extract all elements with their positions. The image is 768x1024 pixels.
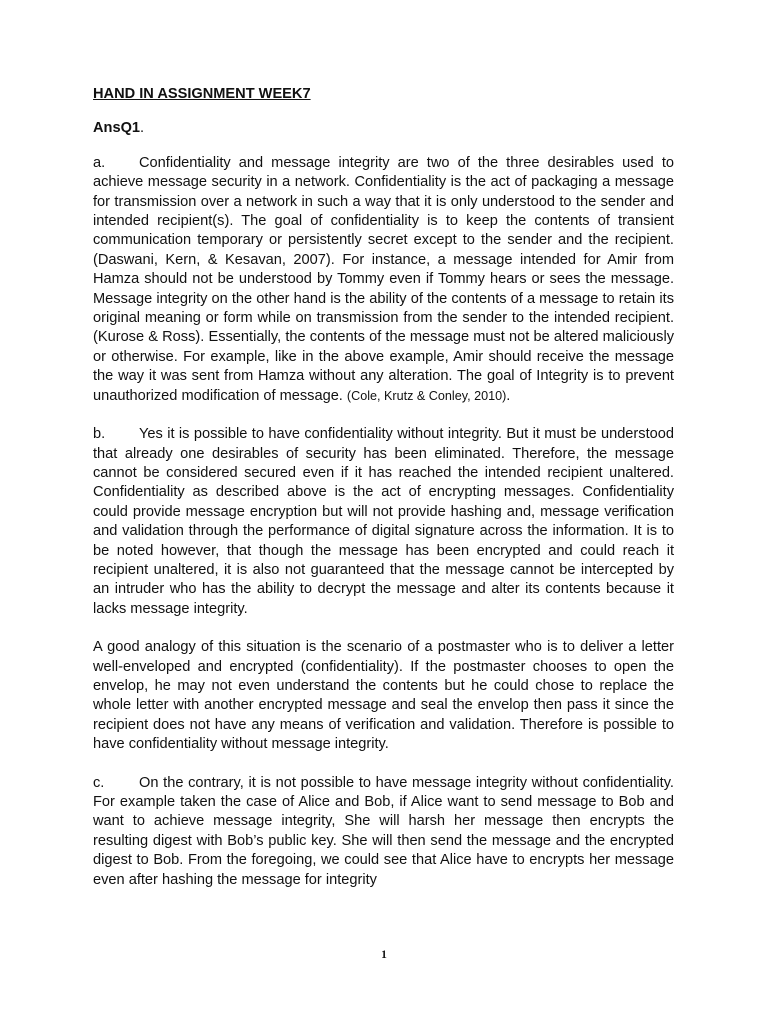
paragraph-analogy-text: A good analogy of this situation is the scenario of a postmaster who is to deliver a letter well-enveloped and encrypted (confidentiality). If the postmaster chooses to open the envelop, he may not even understand the contents but he could chose to replace the whole letter with another encrypted message and seal the envelop then pass it since the recipient does not have any means of verification and validation. Therefore is possible to have confidentiality without message integrity. xyxy=(93,639,674,753)
paragraph-a-text: Confidentiality and message integrity are two of the three desirables used to achieve message security in a network. Confidentiality is the act of packaging a message for transmission over a network in such a way that it is only understood to the sender and intended recipient(s). The goal of confidentiality is to keep the contents of transient communication temporary or persistently secret except to the sender and the recipient. (Daswani, Kern, & Kesavan, 2007). For instance, a message intended for Amir from Hamza should not be understood by Tommy even if Tommy hears or sees the message. Message integrity on the other hand is the ability of the contents of a message to retain its original meaning or form while on transmission from the sender to the intended recipient. (Kurose & Ross). Essentially, the contents of the message must not be altered maliciously or otherwise. For example, like in the above example, Amir should receive the message the way it was sent from Hamza without any alteration. The goal of Integrity is to prevent unauthorized modification of message. xyxy=(93,154,674,404)
paragraph-b xyxy=(93,425,674,619)
paragraph-c-text: On the contrary, it is not possible to have message integrity without confidentiality. For example taken the case of Alice and Bob, if Alice want to send message to Bob and want to achieve message integrity, She will harsh her message then encrypts the resulting digest with Bob’s public key. She will then send the message and the encrypted digest to Bob. From the foregoing, we could see that Alice have to encrypts her message even after hashing the message for integrity xyxy=(93,774,674,888)
paragraph-a-end: . xyxy=(506,387,511,404)
paragraph-analogy xyxy=(93,638,674,754)
paragraph-a-label: a. xyxy=(93,154,106,171)
answer-heading-text: AnsQ1 xyxy=(93,120,141,137)
document-title: HAND IN ASSIGNMENT WEEK7 xyxy=(93,86,311,102)
paragraph-b-text: Yes it is possible to have confidentiality without integrity. But it must be understood that already one desirables of security has been eliminated. Therefore, the message cannot be considered secured even if it has reached the intended recipient unaltered. Confidentiality as described above is the act of encrypting messages. Confidentiality could provide message encryption but will not provide hashing and, message verification and validation through the performance of digital signature across the information. It is to be noted however, that though the message has been encrypted and could reach it recipient unaltered, it is also not guaranteed that the message cannot be intercepted by an intruder who has the ability to decrypt the message and alter its contents because it lacks message integrity. xyxy=(93,426,674,617)
document-body xyxy=(93,85,674,909)
paragraph-c-label: c. xyxy=(93,774,105,791)
paragraph-a xyxy=(93,154,674,406)
paragraph-c xyxy=(93,774,674,890)
paragraph-a-citation: (Cole, Krutz & Conley, 2010) xyxy=(346,388,507,403)
paragraph-b-label: b. xyxy=(93,426,106,443)
answer-heading xyxy=(93,119,674,138)
answer-heading-suffix: . xyxy=(140,120,145,137)
page-number: 1 xyxy=(381,949,387,961)
